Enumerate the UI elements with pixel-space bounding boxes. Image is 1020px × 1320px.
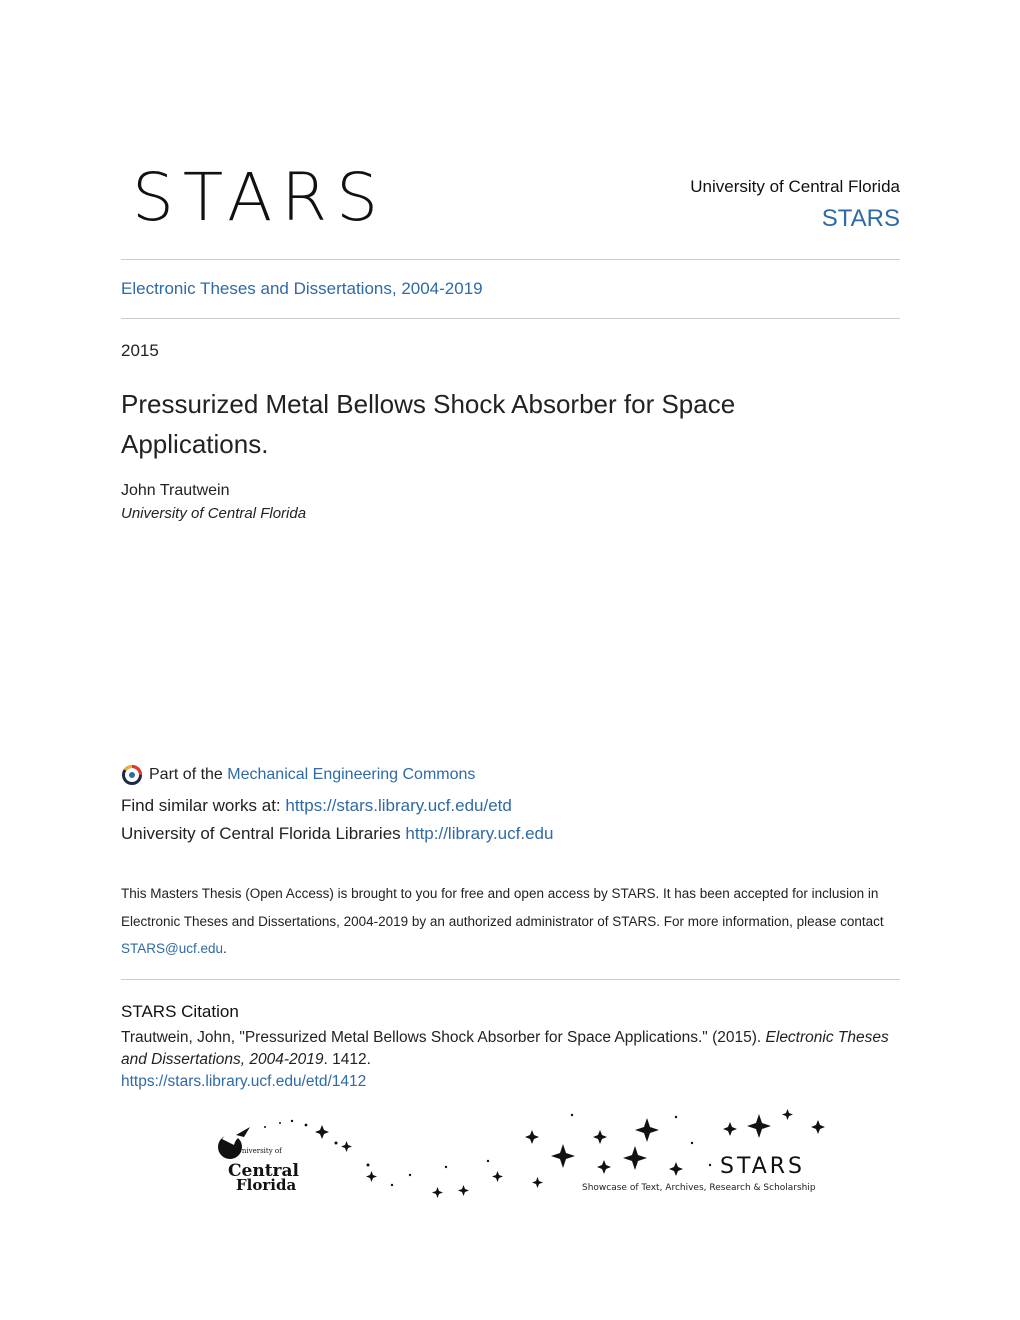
- divider-top: [121, 259, 900, 260]
- star-icon: [525, 1130, 539, 1144]
- ucf-line3: Florida: [236, 1176, 297, 1194]
- footer-banner: [210, 1105, 840, 1205]
- star-icon: [458, 1185, 469, 1196]
- commons-link[interactable]: Mechanical Engineering Commons: [227, 766, 476, 783]
- star-icon: [597, 1160, 611, 1174]
- star-dot: [305, 1124, 308, 1127]
- citation-series: Electronic Theses and Dissertations, 2004-2019: [121, 1029, 889, 1068]
- similar-works-line: [121, 796, 512, 816]
- similar-works-link[interactable]: https://stars.library.ucf.edu/etd: [285, 796, 512, 815]
- author-name: John Trautwein: [121, 482, 230, 499]
- star-icon: [492, 1171, 503, 1182]
- star-icon: [532, 1177, 543, 1188]
- star-dot: [445, 1166, 447, 1168]
- star-dot: [691, 1142, 693, 1144]
- star-icon: [811, 1120, 825, 1134]
- star-icon: [723, 1122, 737, 1136]
- citation-main: Trautwein, John, "Pressurized Metal Bellows Shock Absorber for Space Applications." (2015).: [121, 1029, 762, 1046]
- star-icon: [782, 1109, 793, 1120]
- divider-collection: [121, 318, 900, 319]
- star-dot: [291, 1120, 293, 1122]
- footer-stars-text: STARS: [720, 1154, 805, 1179]
- libraries-link[interactable]: http://library.ucf.edu: [405, 824, 554, 843]
- star-dot: [264, 1126, 266, 1128]
- citation-block: [121, 1027, 901, 1093]
- star-icon: [635, 1118, 659, 1142]
- star-dot: [709, 1164, 711, 1166]
- star-dot: [335, 1142, 338, 1145]
- star-icon: [341, 1141, 352, 1152]
- commons-network-icon: [121, 764, 143, 786]
- footer-tagline: Showcase of Text, Archives, Research & Scholarship: [582, 1183, 816, 1193]
- citation-heading: STARS Citation: [121, 1002, 239, 1021]
- star-dot: [675, 1116, 677, 1118]
- star-icon: [551, 1144, 575, 1168]
- libraries-line: [121, 824, 553, 844]
- citation-url-link[interactable]: https://stars.library.ucf.edu/etd/1412: [121, 1073, 367, 1090]
- commons-line: [121, 764, 475, 786]
- access-notice: [121, 880, 901, 963]
- ucf-line2: Central: [228, 1161, 299, 1181]
- star-dot: [279, 1122, 281, 1124]
- collection-link[interactable]: Electronic Theses and Dissertations, 2004-2019: [121, 279, 483, 298]
- author-affiliation: University of Central Florida: [121, 505, 307, 522]
- star-icon: [623, 1146, 647, 1170]
- star-icon: [669, 1162, 683, 1176]
- star-icon: [315, 1125, 329, 1139]
- star-dot: [409, 1174, 411, 1176]
- citation-number: . 1412.: [323, 1051, 371, 1068]
- star-dot: [391, 1184, 393, 1186]
- libraries-label: University of Central Florida Libraries: [121, 824, 401, 843]
- publication-year: 2015: [121, 341, 159, 360]
- divider-citation: [121, 979, 900, 980]
- notice-period: .: [223, 941, 227, 956]
- notice-text: This Masters Thesis (Open Access) is brought to you for free and open access by STARS. It has been accepted for inclusion in Electronic Theses and Dissertations, 2004-2019 by an authorized administrator of STARS. For more information, please contact: [121, 886, 884, 929]
- star-icon: [747, 1114, 771, 1138]
- contact-email-link[interactable]: STARS@ucf.edu: [121, 941, 223, 956]
- document-title: Pressurized Metal Bellows Shock Absorber for Space Applications.: [121, 389, 736, 459]
- ucf-line1: University of: [236, 1147, 282, 1155]
- star-icon: [366, 1171, 377, 1182]
- stars-logo: STARS: [132, 159, 387, 236]
- stars-repository-link[interactable]: STARS: [821, 205, 900, 232]
- similar-label: Find similar works at:: [121, 796, 281, 815]
- university-name: University of Central Florida: [690, 177, 900, 196]
- part-of-label: Part of the: [149, 766, 223, 783]
- star-icon: [593, 1130, 607, 1144]
- star-dot: [487, 1160, 489, 1162]
- star-icon: [432, 1187, 443, 1198]
- star-dot: [571, 1114, 573, 1116]
- star-dot: [367, 1164, 370, 1167]
